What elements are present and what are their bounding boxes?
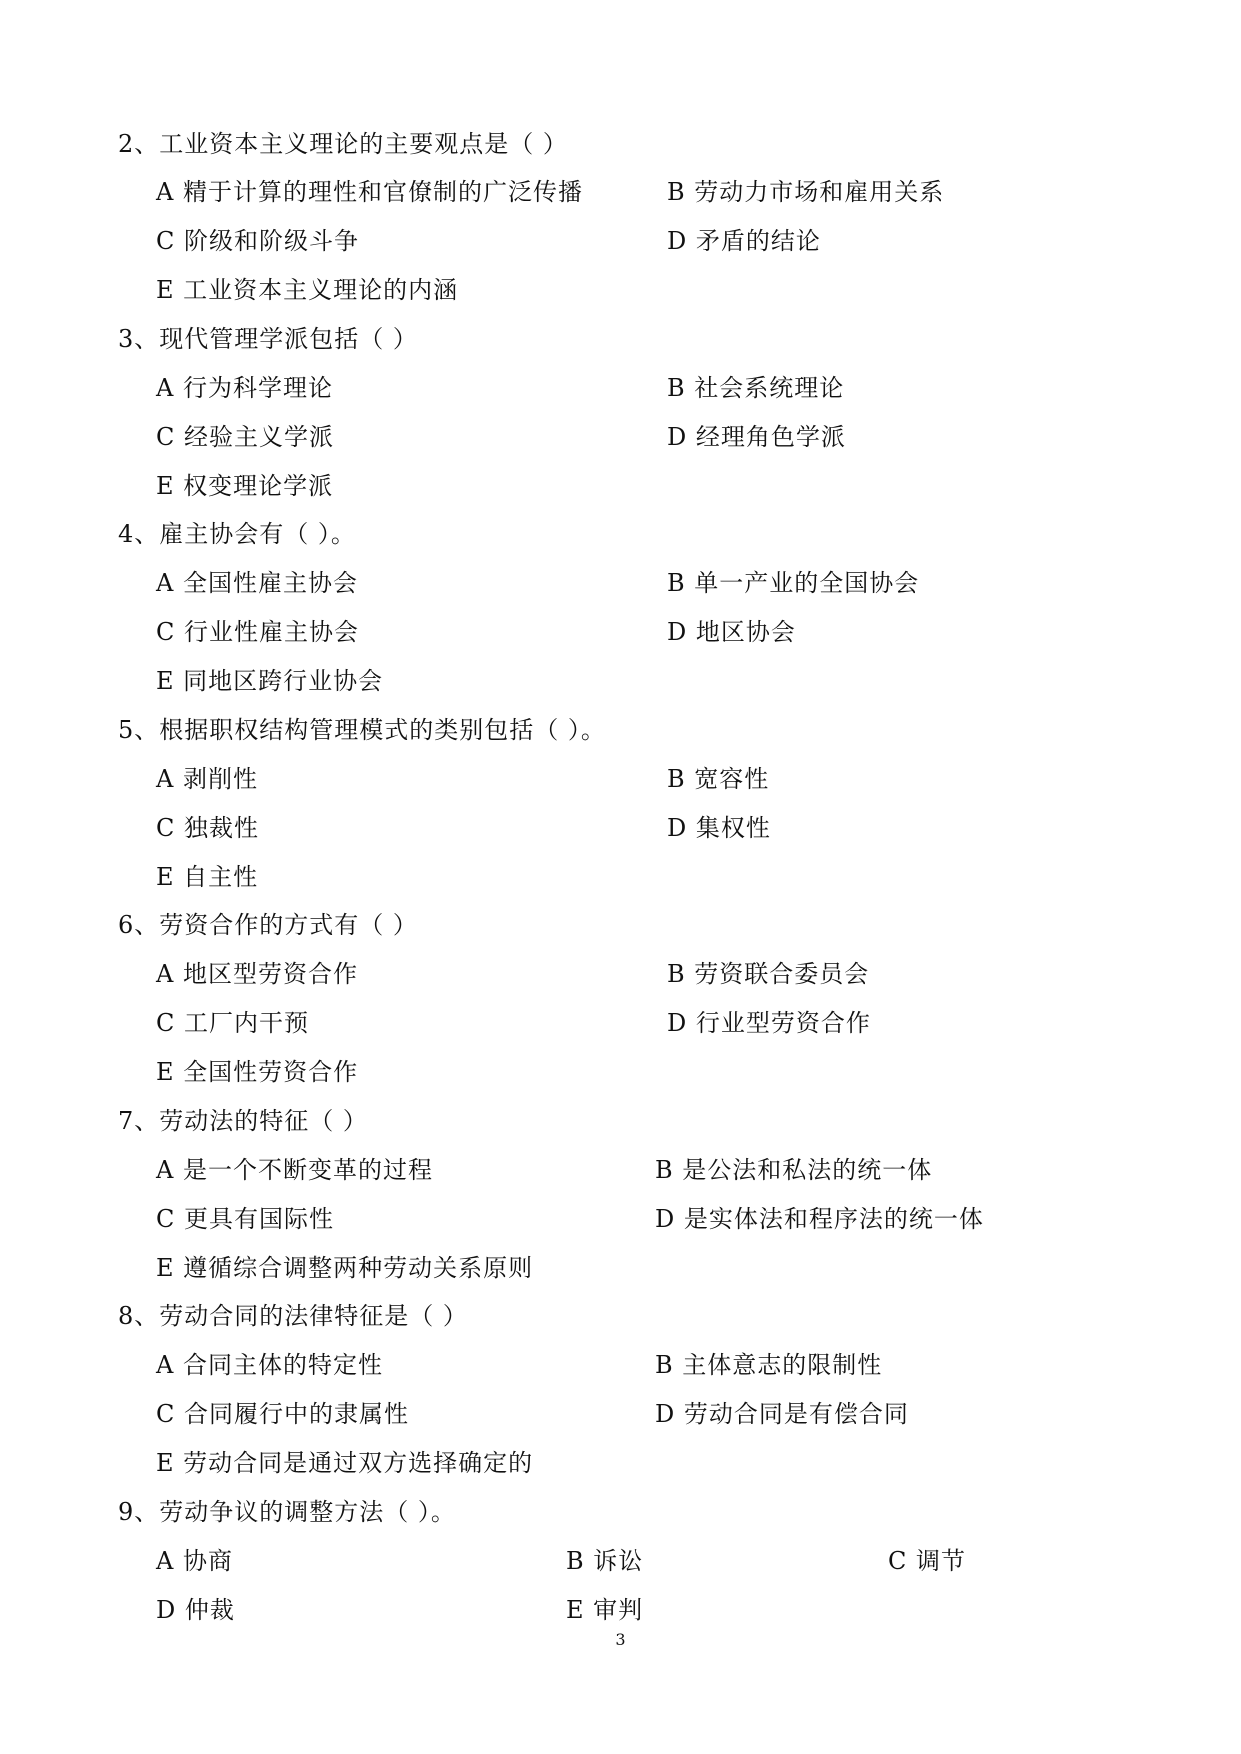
question-9-option-a: A 协商	[156, 1547, 233, 1575]
question-9-option-b: B 诉讼	[566, 1547, 644, 1575]
question-6-option-b: B 劳资联合委员会	[667, 960, 870, 988]
question-2-option-b: B 劳动力市场和雇用关系	[667, 178, 945, 206]
question-2-option-a: A 精于计算的理性和官僚制的广泛传播	[156, 178, 583, 206]
question-9-option-c: C 调节	[888, 1547, 966, 1575]
question-7-option-b: B 是公法和私法的统一体	[655, 1156, 933, 1184]
question-7-option-e: E 遵循综合调整两种劳动关系原则	[156, 1254, 534, 1282]
question-5-option-d: D 集权性	[667, 814, 771, 842]
question-6-stem: 6、劳资合作的方式有（ ）	[118, 911, 418, 939]
question-3-option-b: B 社会系统理论	[667, 374, 845, 402]
question-6-option-d: D 行业型劳资合作	[667, 1009, 871, 1037]
question-7-option-a: A 是一个不断变革的过程	[156, 1156, 433, 1184]
question-8-option-b: B 主体意志的限制性	[655, 1351, 883, 1379]
question-3-option-c: C 经验主义学派	[156, 423, 334, 451]
question-9-option-d: D 仲裁	[156, 1596, 235, 1624]
question-9-option-e: E 审判	[566, 1596, 644, 1624]
question-2-option-e: E 工业资本主义理论的内涵	[156, 276, 459, 304]
question-8-stem: 8、劳动合同的法律特征是（ ）	[118, 1302, 468, 1330]
question-7-option-d: D 是实体法和程序法的统一体	[655, 1205, 984, 1233]
question-6-option-c: C 工厂内干预	[156, 1009, 309, 1037]
question-5-option-e: E 自主性	[156, 863, 259, 891]
question-5-option-c: C 独裁性	[156, 814, 259, 842]
page-number: 3	[615, 1630, 626, 1649]
question-2-option-d: D 矛盾的结论	[667, 227, 821, 255]
question-8-option-e: E 劳动合同是通过双方选择确定的	[156, 1449, 534, 1477]
question-6-option-e: E 全国性劳资合作	[156, 1058, 359, 1086]
question-4-option-c: C 行业性雇主协会	[156, 618, 359, 646]
question-3-stem: 3、现代管理学派包括（ ）	[118, 325, 418, 353]
question-3-option-e: E 权变理论学派	[156, 472, 334, 500]
question-3-option-d: D 经理角色学派	[667, 423, 846, 451]
question-4-option-b: B 单一产业的全国协会	[667, 569, 920, 597]
question-8-option-c: C 合同履行中的隶属性	[156, 1400, 409, 1428]
question-3-option-a: A 行为科学理论	[156, 374, 333, 402]
question-5-option-b: B 宽容性	[667, 765, 770, 793]
question-7-option-c: C 更具有国际性	[156, 1205, 334, 1233]
question-5-stem: 5、根据职权结构管理模式的类别包括（ ）。	[118, 716, 606, 744]
question-8-option-d: D 劳动合同是有偿合同	[655, 1400, 909, 1428]
question-6-option-a: A 地区型劳资合作	[156, 960, 358, 988]
question-4-option-a: A 全国性雇主协会	[156, 569, 358, 597]
question-9-stem: 9、劳动争议的调整方法（ ）。	[118, 1498, 456, 1526]
question-5-option-a: A 剥削性	[156, 765, 258, 793]
question-4-option-d: D 地区协会	[667, 618, 796, 646]
question-8-option-a: A 合同主体的特定性	[156, 1351, 383, 1379]
question-4-option-e: E 同地区跨行业协会	[156, 667, 384, 695]
question-7-stem: 7、劳动法的特征（ ）	[118, 1107, 368, 1135]
question-2-stem: 2、工业资本主义理论的主要观点是（ ）	[118, 130, 568, 158]
question-2-option-c: C 阶级和阶级斗争	[156, 227, 359, 255]
question-4-stem: 4、雇主协会有（ ）。	[118, 520, 356, 548]
